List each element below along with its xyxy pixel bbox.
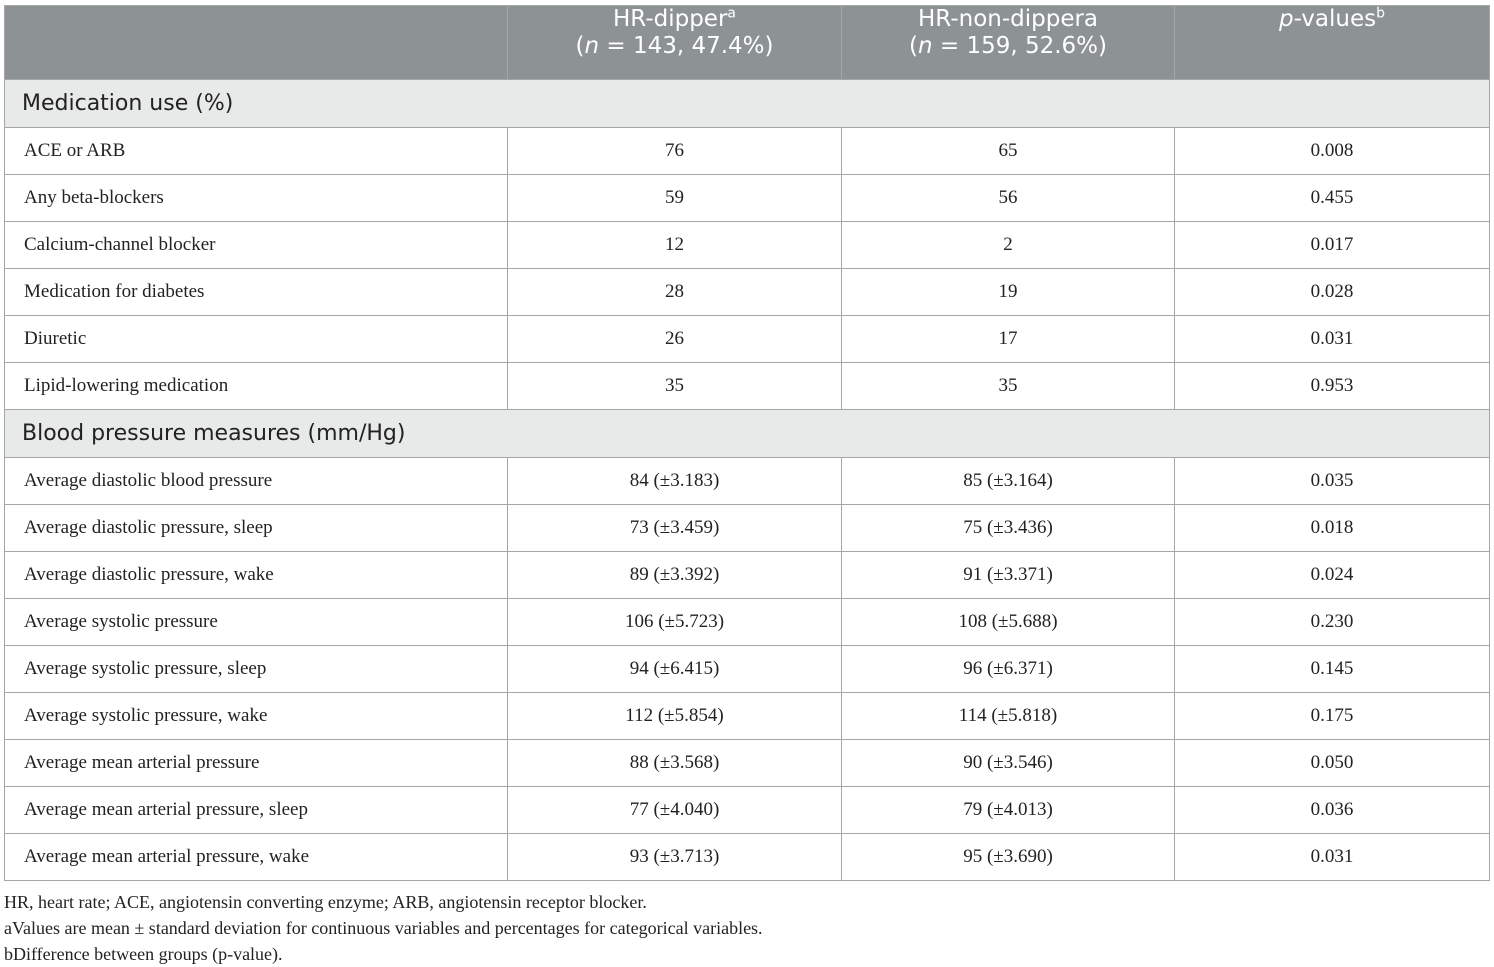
cell-hr-non-dipper: 35 xyxy=(842,363,1175,410)
row-label: Average mean arterial pressure, wake xyxy=(5,834,508,881)
table-row xyxy=(5,740,1490,787)
cell-hr-non-dipper: 114 (±5.818) xyxy=(842,693,1175,740)
row-label: Average mean arterial pressure, sleep xyxy=(5,787,508,834)
table-container xyxy=(4,5,1489,967)
cell-p-value: 0.953 xyxy=(1175,363,1490,410)
cell-p-value: 0.017 xyxy=(1175,222,1490,269)
table-row xyxy=(5,128,1490,175)
section-header-row xyxy=(5,410,1490,458)
cell-hr-dipper: 59 xyxy=(508,175,842,222)
cell-hr-non-dipper: 108 (±5.688) xyxy=(842,599,1175,646)
cell-p-value: 0.230 xyxy=(1175,599,1490,646)
footnote-a: aValues are mean ± standard deviation for continuous variables and percentages for categorical variables. xyxy=(4,918,763,938)
row-label: Average mean arterial pressure xyxy=(5,740,508,787)
cell-hr-non-dipper: 85 (±3.164) xyxy=(842,458,1175,505)
cell-hr-non-dipper: 19 xyxy=(842,269,1175,316)
row-label: Average diastolic blood pressure xyxy=(5,458,508,505)
table-body xyxy=(5,80,1490,881)
row-label: Medication for diabetes xyxy=(5,269,508,316)
cell-hr-dipper: 73 (±3.459) xyxy=(508,505,842,552)
table-row xyxy=(5,552,1490,599)
cell-hr-non-dipper: 95 (±3.690) xyxy=(842,834,1175,881)
cell-hr-dipper: 94 (±6.415) xyxy=(508,646,842,693)
row-label: Average diastolic pressure, sleep xyxy=(5,505,508,552)
cell-p-value: 0.175 xyxy=(1175,693,1490,740)
table-row xyxy=(5,269,1490,316)
cell-p-value: 0.031 xyxy=(1175,834,1490,881)
cell-hr-dipper: 84 (±3.183) xyxy=(508,458,842,505)
header-hr-dipper: HR-dipper$^a$ (n = 143, 47.4%) xyxy=(508,6,842,80)
cell-p-value: 0.018 xyxy=(1175,505,1490,552)
table-row xyxy=(5,175,1490,222)
cell-hr-dipper: 35 xyxy=(508,363,842,410)
header-p-values: p-values$^b$ xyxy=(1175,6,1490,80)
section-header-row xyxy=(5,80,1490,128)
footnotes xyxy=(4,889,1489,967)
cell-hr-dipper: 12 xyxy=(508,222,842,269)
cell-p-value: 0.028 xyxy=(1175,269,1490,316)
table-row xyxy=(5,316,1490,363)
row-label: Average systolic pressure, wake xyxy=(5,693,508,740)
table-row xyxy=(5,505,1490,552)
section-title: Medication use (%) xyxy=(5,80,1490,128)
cell-hr-non-dipper: 56 xyxy=(842,175,1175,222)
row-label: ACE or ARB xyxy=(5,128,508,175)
cell-hr-dipper: 89 (±3.392) xyxy=(508,552,842,599)
cell-hr-dipper: 26 xyxy=(508,316,842,363)
cell-hr-non-dipper: 17 xyxy=(842,316,1175,363)
header-hr-non-dipper: HR-non-dippera (n = 159, 52.6%) xyxy=(842,6,1175,80)
table-row xyxy=(5,458,1490,505)
row-label: Calcium-channel blocker xyxy=(5,222,508,269)
cell-p-value: 0.031 xyxy=(1175,316,1490,363)
row-label: Average systolic pressure xyxy=(5,599,508,646)
cell-p-value: 0.145 xyxy=(1175,646,1490,693)
footnote-b: bDifference between groups (p-value). xyxy=(4,944,283,964)
row-label: Diuretic xyxy=(5,316,508,363)
data-table xyxy=(4,5,1490,881)
footnote-abbreviations: HR, heart rate; ACE, angiotensin converting enzyme; ARB, angiotensin receptor blocker. xyxy=(4,892,647,912)
table-row xyxy=(5,646,1490,693)
cell-hr-non-dipper: 91 (±3.371) xyxy=(842,552,1175,599)
row-label: Average diastolic pressure, wake xyxy=(5,552,508,599)
cell-hr-dipper: 106 (±5.723) xyxy=(508,599,842,646)
cell-hr-dipper: 88 (±3.568) xyxy=(508,740,842,787)
cell-hr-dipper: 28 xyxy=(508,269,842,316)
cell-p-value: 0.036 xyxy=(1175,787,1490,834)
cell-hr-dipper: 112 (±5.854) xyxy=(508,693,842,740)
table-row xyxy=(5,693,1490,740)
table-row xyxy=(5,363,1490,410)
cell-p-value: 0.024 xyxy=(1175,552,1490,599)
table-row xyxy=(5,599,1490,646)
cell-hr-dipper: 93 (±3.713) xyxy=(508,834,842,881)
cell-p-value: 0.455 xyxy=(1175,175,1490,222)
cell-p-value: 0.008 xyxy=(1175,128,1490,175)
table-row xyxy=(5,834,1490,881)
cell-hr-non-dipper: 2 xyxy=(842,222,1175,269)
header-row xyxy=(5,6,1490,80)
header-empty xyxy=(5,6,508,80)
cell-hr-non-dipper: 90 (±3.546) xyxy=(842,740,1175,787)
section-title: Blood pressure measures (mm/Hg) xyxy=(5,410,1490,458)
cell-hr-dipper: 76 xyxy=(508,128,842,175)
cell-hr-dipper: 77 (±4.040) xyxy=(508,787,842,834)
row-label: Any beta-blockers xyxy=(5,175,508,222)
cell-p-value: 0.035 xyxy=(1175,458,1490,505)
table-row xyxy=(5,787,1490,834)
cell-hr-non-dipper: 65 xyxy=(842,128,1175,175)
cell-hr-non-dipper: 75 (±3.436) xyxy=(842,505,1175,552)
row-label: Lipid-lowering medication xyxy=(5,363,508,410)
cell-hr-non-dipper: 79 (±4.013) xyxy=(842,787,1175,834)
cell-hr-non-dipper: 96 (±6.371) xyxy=(842,646,1175,693)
cell-p-value: 0.050 xyxy=(1175,740,1490,787)
row-label: Average systolic pressure, sleep xyxy=(5,646,508,693)
table-row xyxy=(5,222,1490,269)
